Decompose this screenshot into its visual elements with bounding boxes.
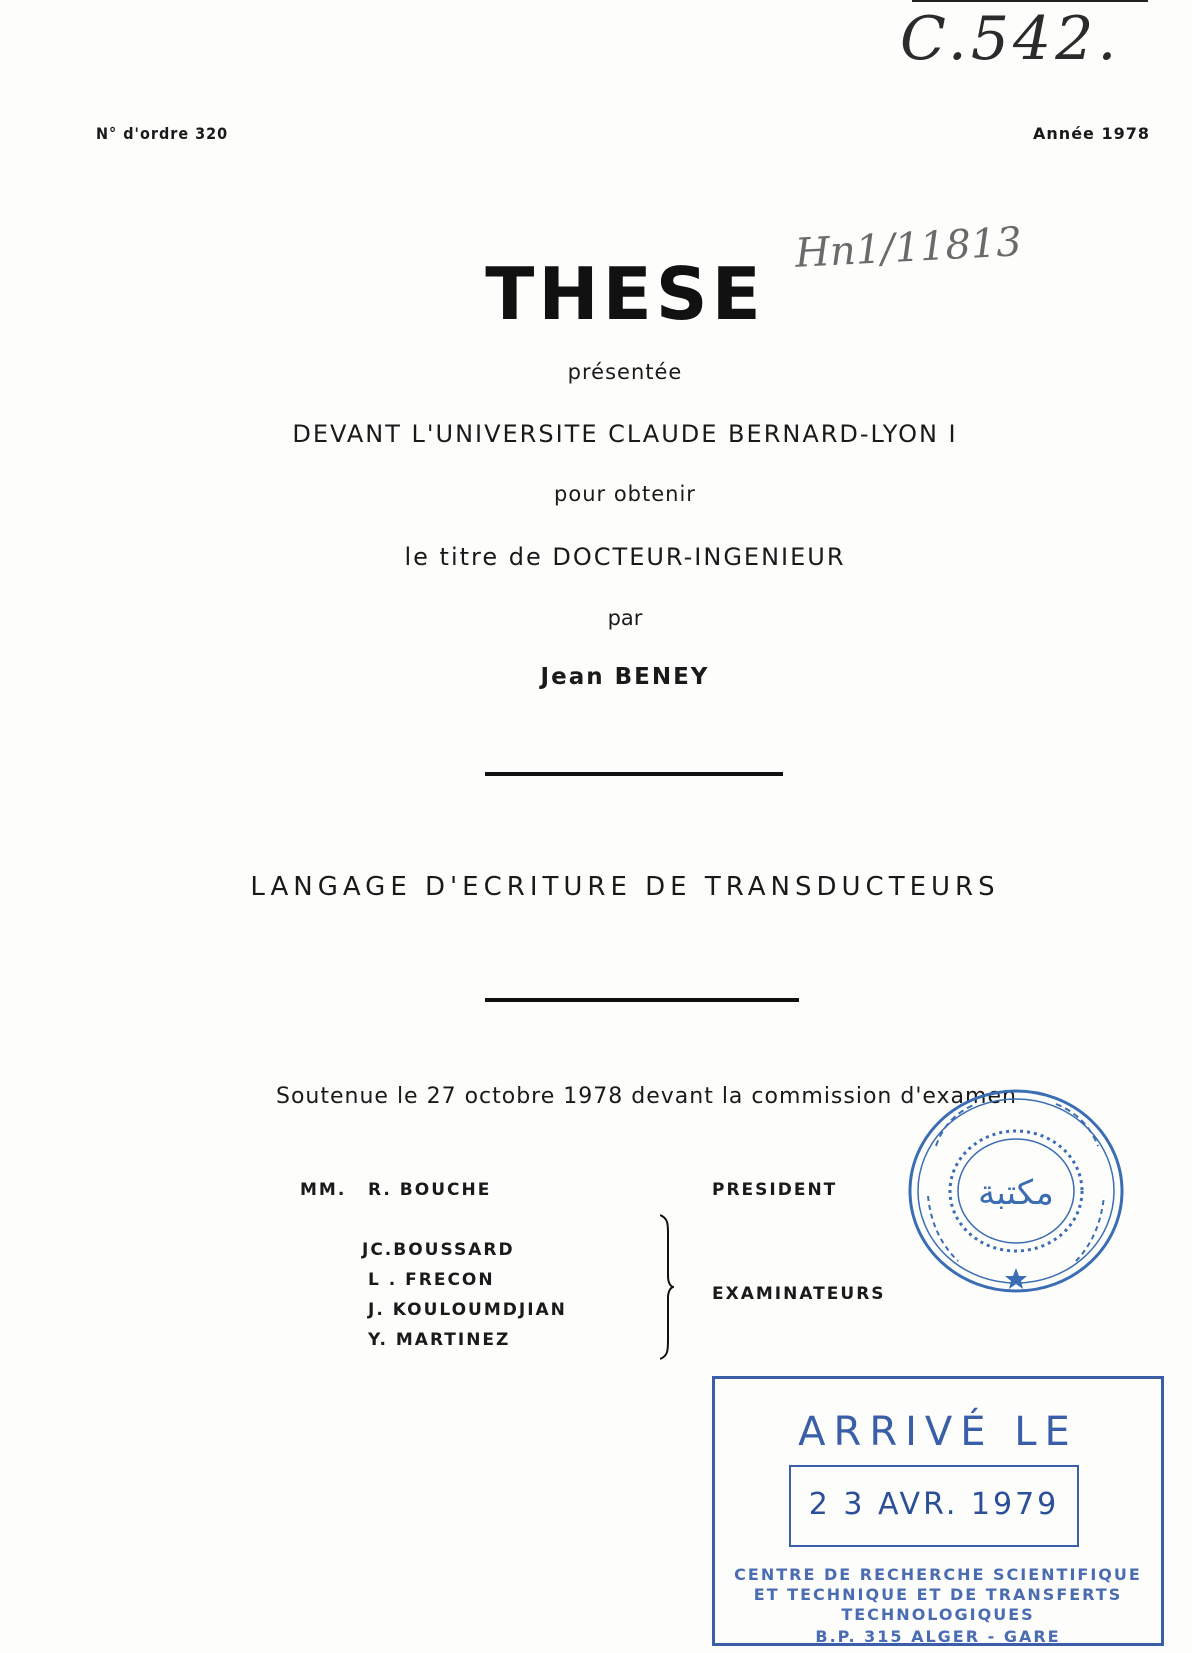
jury-examiner: L . FRECON [368,1270,495,1290]
ordre-number: N° d'ordre 320 [96,124,229,143]
defense-statement: Soutenue le 27 octobre 1978 devant la commission d'examen [276,1084,1017,1109]
divider-top [485,772,783,776]
handwritten-call-number: C.542. [900,4,1121,74]
stamp-line: TECHNOLOGIQUES [841,1605,1035,1624]
stamp-date: 2 3 AVR. 1979 [808,1487,1060,1522]
thesis-subject: LANGAGE D'ECRITURE DE TRANSDUCTEURS [250,872,1000,902]
par-text: par [607,606,643,630]
handwritten-reference: Hn1/11813 [793,219,1023,277]
stamp-title: ARRIVÉ LE [798,1409,1078,1455]
pour-obtenir-text: pour obtenir [554,482,696,506]
page-title: THESE [485,252,765,336]
jury-examiners-role: EXAMINATEURS [712,1284,886,1304]
jury-president-role: PRESIDENT [712,1180,838,1200]
call-number-rule [912,0,1148,2]
stamp-line: B.P. 315 ALGER - GARE [815,1627,1061,1646]
seal-center-text: مكتبة [978,1173,1054,1213]
divider-bottom [485,998,799,1002]
degree-title: le titre de DOCTEUR-INGENIEUR [404,543,846,571]
university-line: DEVANT L'UNIVERSITE CLAUDE BERNARD-LYON I [292,420,958,448]
jury-examiner: JC.BOUSSARD [362,1240,515,1260]
jury-examiner: Y. MARTINEZ [368,1330,511,1350]
stamp-line: ET TECHNIQUE ET DE TRANSFERTS [753,1585,1123,1604]
jury-president-name: R. BOUCHE [368,1180,492,1200]
jury-brace [660,1214,674,1360]
annee: Année 1978 [1033,124,1150,143]
received-stamp [712,1376,1164,1646]
library-seal-stamp [906,1086,1126,1296]
author-name: Jean BENEY [540,664,710,690]
stamp-date-box [789,1465,1079,1547]
presentee-text: présentée [567,360,683,384]
jury-examiner: J. KOULOUMDJIAN [368,1300,567,1320]
stamp-line: CENTRE DE RECHERCHE SCIENTIFIQUE [734,1565,1142,1584]
jury-prefix: MM. [300,1180,347,1200]
